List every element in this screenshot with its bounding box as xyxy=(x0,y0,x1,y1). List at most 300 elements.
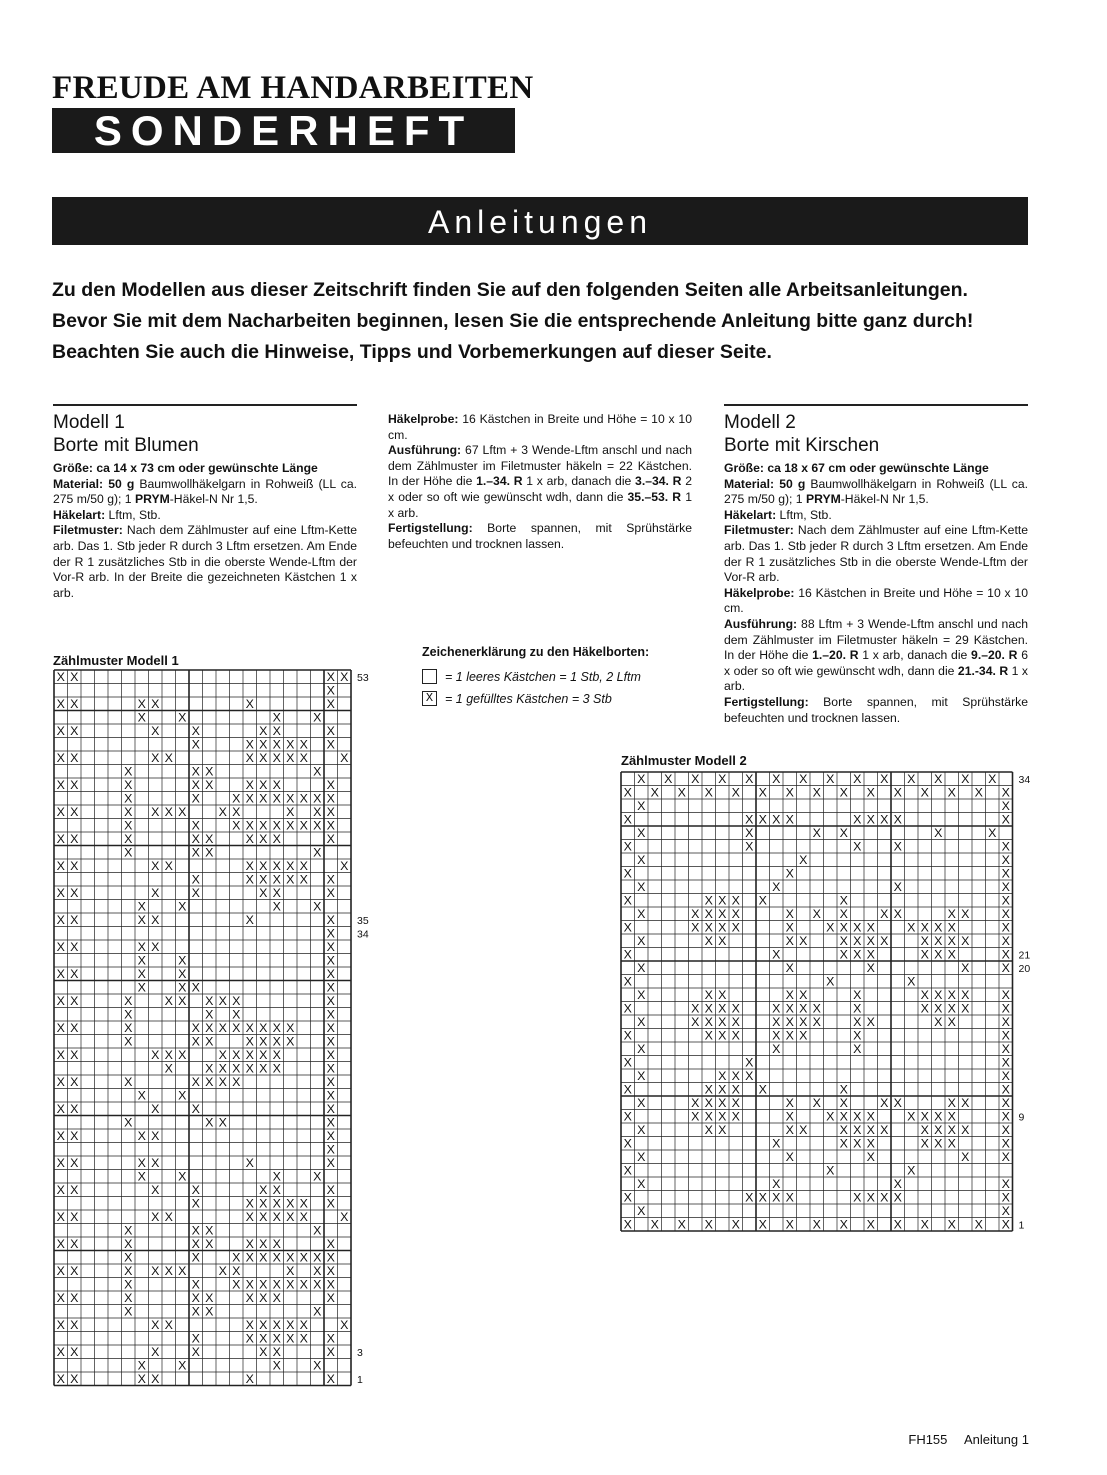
filled-cell-mark: X xyxy=(299,818,308,833)
filled-cell-mark: X xyxy=(191,791,200,806)
filled-cell-mark: X xyxy=(272,1236,281,1251)
filled-cell-mark: X xyxy=(232,1263,241,1278)
filled-cell-mark: X xyxy=(758,1217,767,1232)
model1-ausf-label: Ausführung: xyxy=(388,443,462,458)
filled-cell-mark: X xyxy=(245,872,254,887)
filled-cell-mark: X xyxy=(934,825,943,840)
filled-cell-mark: X xyxy=(853,1122,862,1137)
filled-cell-mark: X xyxy=(272,1250,281,1265)
filled-cell-mark: X xyxy=(947,987,956,1002)
filled-cell-mark: X xyxy=(259,1277,268,1292)
filled-cell-mark: X xyxy=(718,1109,727,1124)
filled-cell-mark: X xyxy=(272,1047,281,1062)
filled-cell-mark: X xyxy=(718,920,727,935)
filled-cell-mark: X xyxy=(326,1182,335,1197)
filled-cell-mark: X xyxy=(299,1196,308,1211)
model2-haekelart-text: Lftm, Stb. xyxy=(776,507,832,522)
filled-cell-mark: X xyxy=(853,1136,862,1151)
model1-filet-text: Nach dem Zählmuster auf eine Lftm-Kette arb. Das 1. Stb jeder R durch 3 Lftm ersetzen. Am Ende der R 1 zusätzliches Stb in die oberste Wende-Lftm der Vor-R arb. In der Breite die gezeichneten Kästchen 1 x arb. xyxy=(53,523,357,600)
filled-cell-mark: X xyxy=(191,845,200,860)
filled-cell-mark: X xyxy=(934,947,943,962)
filled-cell-mark: X xyxy=(1001,1122,1010,1137)
filled-cell-mark: X xyxy=(286,1263,295,1278)
filled-cell-mark: X xyxy=(70,777,79,792)
filled-cell-mark: X xyxy=(664,771,673,786)
filled-cell-mark: X xyxy=(691,1095,700,1110)
filled-cell-mark: X xyxy=(137,1371,146,1386)
row-number-label: 9 xyxy=(1018,1111,1025,1124)
filled-cell-mark: X xyxy=(151,723,160,738)
filled-cell-mark: X xyxy=(893,1176,902,1191)
filled-cell-mark: X xyxy=(164,750,173,765)
filled-cell-mark: X xyxy=(178,1088,187,1103)
model2-name: Borte mit Kirschen xyxy=(724,435,880,456)
filled-cell-mark: X xyxy=(785,987,794,1002)
filled-cell-mark: X xyxy=(812,825,821,840)
filled-cell-mark: X xyxy=(1001,1190,1010,1205)
filled-cell-mark: X xyxy=(205,1236,214,1251)
filled-cell-mark: X xyxy=(151,939,160,954)
filled-cell-mark: X xyxy=(326,1331,335,1346)
filled-cell-mark: X xyxy=(259,818,268,833)
filled-square-icon: X xyxy=(422,691,437,706)
filled-cell-mark: X xyxy=(1001,1001,1010,1016)
intro-line: Bevor Sie mit dem Nacharbeiten beginnen, lesen Sie die entsprechende Anleitung bitte ganz durch! xyxy=(52,310,974,332)
filled-cell-mark: X xyxy=(1001,1203,1010,1218)
filled-cell-mark: X xyxy=(623,866,632,881)
filled-cell-mark: X xyxy=(137,953,146,968)
model2-instructions xyxy=(724,461,1028,726)
filled-cell-mark: X xyxy=(1001,1082,1010,1097)
filled-cell-mark: X xyxy=(866,1149,875,1164)
filled-cell-mark: X xyxy=(56,831,65,846)
filled-cell-mark: X xyxy=(745,825,754,840)
filled-cell-mark: X xyxy=(1001,1136,1010,1151)
filled-cell-mark: X xyxy=(839,1136,848,1151)
filled-cell-mark: X xyxy=(961,933,970,948)
row-number-label: 35 xyxy=(357,914,369,927)
filled-cell-mark: X xyxy=(245,1250,254,1265)
filled-cell-mark: X xyxy=(920,933,929,948)
filled-cell-mark: X xyxy=(313,1358,322,1373)
filled-cell-mark: X xyxy=(232,993,241,1008)
filled-cell-mark: X xyxy=(56,1182,65,1197)
filled-cell-mark: X xyxy=(880,906,889,921)
filled-cell-mark: X xyxy=(259,1020,268,1035)
filled-cell-mark: X xyxy=(704,1122,713,1137)
filled-cell-mark: X xyxy=(272,1061,281,1076)
filled-cell-mark: X xyxy=(1001,987,1010,1002)
filled-cell-mark: X xyxy=(907,771,916,786)
filled-cell-mark: X xyxy=(947,785,956,800)
filled-cell-mark: X xyxy=(205,1304,214,1319)
filled-cell-mark: X xyxy=(839,1122,848,1137)
filled-cell-mark: X xyxy=(326,1047,335,1062)
filled-cell-mark: X xyxy=(259,1290,268,1305)
filled-cell-mark: X xyxy=(947,1136,956,1151)
filled-cell-mark: X xyxy=(785,1001,794,1016)
filled-cell-mark: X xyxy=(947,1122,956,1137)
filled-cell-mark: X xyxy=(232,1250,241,1265)
filled-cell-mark: X xyxy=(56,1047,65,1062)
filled-cell-mark: X xyxy=(920,1001,929,1016)
filled-cell-mark: X xyxy=(772,1190,781,1205)
filled-cell-mark: X xyxy=(326,1155,335,1170)
model1-ausf-text: 2 x oder so oft wie gewünscht wdh, dann die xyxy=(388,474,692,504)
filled-cell-mark: X xyxy=(731,1014,740,1029)
model1-ausf-rows: 35.–53. R xyxy=(627,489,682,504)
filled-cell-mark: X xyxy=(137,912,146,927)
filled-cell-mark: X xyxy=(245,1331,254,1346)
filled-cell-mark: X xyxy=(934,1122,943,1137)
model1-instructions xyxy=(53,461,357,601)
filled-cell-mark: X xyxy=(326,1277,335,1292)
filled-cell-mark: X xyxy=(866,812,875,827)
filled-cell-mark: X xyxy=(731,1028,740,1043)
model1-rule xyxy=(53,404,357,406)
chart2-title: Zählmuster Modell 2 xyxy=(621,753,747,768)
filled-cell-mark: X xyxy=(259,885,268,900)
filled-cell-mark: X xyxy=(853,1001,862,1016)
filled-cell-mark: X xyxy=(245,1196,254,1211)
filled-cell-mark: X xyxy=(934,1136,943,1151)
filled-cell-mark: X xyxy=(326,1020,335,1035)
filled-cell-mark: X xyxy=(812,1001,821,1016)
filled-cell-mark: X xyxy=(70,1182,79,1197)
filled-cell-mark: X xyxy=(151,1317,160,1332)
row-number-label: 1 xyxy=(357,1373,363,1386)
filled-cell-mark: X xyxy=(326,831,335,846)
model2-filet-text: Nach dem Zählmuster auf eine Lftm-Kette arb. Das 1. Stb jeder R durch 3 Lftm ersetzen. Am Ende der R 1 zusätzliches Stb in die oberste Wende-Lftm der Vor-R arb. xyxy=(724,523,1028,585)
filled-cell-mark: X xyxy=(205,1223,214,1238)
filled-cell-mark: X xyxy=(907,920,916,935)
filled-cell-mark: X xyxy=(637,1014,646,1029)
filled-cell-mark: X xyxy=(853,1041,862,1056)
filled-cell-mark: X xyxy=(164,993,173,1008)
filled-cell-mark: X xyxy=(151,1128,160,1143)
filled-cell-mark: X xyxy=(731,906,740,921)
filled-cell-mark: X xyxy=(650,785,659,800)
filled-cell-mark: X xyxy=(218,1115,227,1130)
filled-cell-mark: X xyxy=(839,825,848,840)
filled-cell-mark: X xyxy=(947,1109,956,1124)
model2-ausf-rows: 21.-34. R xyxy=(957,663,1009,678)
filled-cell-mark: X xyxy=(245,1209,254,1224)
filled-cell-mark: X xyxy=(70,1344,79,1359)
filled-cell-mark: X xyxy=(286,1277,295,1292)
filled-cell-mark: X xyxy=(934,920,943,935)
filled-cell-mark: X xyxy=(853,920,862,935)
filled-cell-mark: X xyxy=(853,1014,862,1029)
filled-cell-mark: X xyxy=(772,1041,781,1056)
filled-cell-mark: X xyxy=(785,1109,794,1124)
filled-cell-mark: X xyxy=(893,839,902,854)
filled-cell-mark: X xyxy=(934,933,943,948)
filled-cell-mark: X xyxy=(56,912,65,927)
filled-cell-mark: X xyxy=(1001,839,1010,854)
filled-cell-mark: X xyxy=(232,791,241,806)
filled-cell-mark: X xyxy=(326,804,335,819)
filled-cell-mark: X xyxy=(880,933,889,948)
model2-material-label: Material: 50 g xyxy=(724,476,806,491)
filled-cell-mark: X xyxy=(259,831,268,846)
filled-cell-mark: X xyxy=(839,785,848,800)
model2-prym: PRYM xyxy=(805,492,841,507)
filled-cell-mark: X xyxy=(1001,866,1010,881)
filled-cell-mark: X xyxy=(178,1169,187,1184)
filled-cell-mark: X xyxy=(191,1250,200,1265)
row-number-label: 21 xyxy=(1018,949,1031,962)
filled-cell-mark: X xyxy=(124,1263,133,1278)
filled-cell-mark: X xyxy=(259,1061,268,1076)
filled-cell-mark: X xyxy=(758,785,767,800)
filled-cell-mark: X xyxy=(326,1263,335,1278)
filled-cell-mark: X xyxy=(704,1109,713,1124)
filled-cell-mark: X xyxy=(893,785,902,800)
filled-cell-mark: X xyxy=(124,831,133,846)
model2-ausf-rows: 1.–20. R xyxy=(812,648,859,663)
filled-cell-mark: X xyxy=(245,1020,254,1035)
filled-cell-mark: X xyxy=(232,818,241,833)
filled-cell-mark: X xyxy=(772,1136,781,1151)
filled-cell-mark: X xyxy=(191,872,200,887)
filled-cell-mark: X xyxy=(785,1149,794,1164)
filled-cell-mark: X xyxy=(934,987,943,1002)
filled-cell-mark: X xyxy=(1001,1041,1010,1056)
filled-cell-mark: X xyxy=(124,777,133,792)
filled-cell-mark: X xyxy=(866,1109,875,1124)
filled-cell-mark: X xyxy=(245,912,254,927)
filled-cell-mark: X xyxy=(326,1115,335,1130)
intro-line: Zu den Modellen aus dieser Zeitschrift finden Sie auf den folgenden Seiten alle Arbeitsanleitungen. xyxy=(52,279,968,301)
filled-cell-mark: X xyxy=(326,939,335,954)
filled-cell-mark: X xyxy=(245,1290,254,1305)
filled-cell-mark: X xyxy=(272,777,281,792)
filled-cell-mark: X xyxy=(326,1344,335,1359)
filled-cell-mark: X xyxy=(326,872,335,887)
filled-cell-mark: X xyxy=(718,1095,727,1110)
filled-cell-mark: X xyxy=(178,1263,187,1278)
filled-cell-mark: X xyxy=(326,818,335,833)
filled-cell-mark: X xyxy=(637,906,646,921)
filled-cell-mark: X xyxy=(56,885,65,900)
filled-cell-mark: X xyxy=(691,1001,700,1016)
filled-cell-mark: X xyxy=(623,1028,632,1043)
filled-cell-mark: X xyxy=(70,696,79,711)
filled-cell-mark: X xyxy=(245,1236,254,1251)
filled-cell-mark: X xyxy=(286,1250,295,1265)
filled-cell-mark: X xyxy=(772,1014,781,1029)
filled-cell-mark: X xyxy=(259,858,268,873)
filled-cell-mark: X xyxy=(272,791,281,806)
filled-cell-mark: X xyxy=(218,1061,227,1076)
filled-cell-mark: X xyxy=(920,1217,929,1232)
filled-cell-mark: X xyxy=(272,1290,281,1305)
filled-cell-mark: X xyxy=(326,669,335,684)
filled-cell-mark: X xyxy=(56,804,65,819)
filled-cell-mark: X xyxy=(893,1095,902,1110)
filled-cell-mark: X xyxy=(326,912,335,927)
filled-cell-mark: X xyxy=(826,974,835,989)
filled-cell-mark: X xyxy=(70,1371,79,1386)
filled-cell-mark: X xyxy=(758,812,767,827)
filled-cell-mark: X xyxy=(880,1190,889,1205)
filled-cell-mark: X xyxy=(826,1163,835,1178)
filled-cell-mark: X xyxy=(299,1250,308,1265)
filled-cell-mark: X xyxy=(313,804,322,819)
filled-cell-mark: X xyxy=(70,804,79,819)
filled-cell-mark: X xyxy=(623,785,632,800)
filled-cell-mark: X xyxy=(758,893,767,908)
filled-cell-mark: X xyxy=(313,1223,322,1238)
filled-cell-mark: X xyxy=(272,1344,281,1359)
footer-page: Anleitung 1 xyxy=(963,1432,1029,1447)
filled-cell-mark: X xyxy=(691,1014,700,1029)
filled-cell-mark: X xyxy=(56,1074,65,1089)
filled-cell-mark: X xyxy=(259,1209,268,1224)
filled-cell-mark: X xyxy=(853,1109,862,1124)
filled-cell-mark: X xyxy=(1001,812,1010,827)
filled-cell-mark: X xyxy=(785,1190,794,1205)
filled-cell-mark: X xyxy=(731,1109,740,1124)
filled-cell-mark: X xyxy=(866,960,875,975)
filled-cell-mark: X xyxy=(799,987,808,1002)
filled-cell-mark: X xyxy=(623,947,632,962)
filled-cell-mark: X xyxy=(151,804,160,819)
filled-cell-mark: X xyxy=(961,1001,970,1016)
filled-cell-mark: X xyxy=(799,1001,808,1016)
filled-cell-mark: X xyxy=(124,818,133,833)
filled-cell-mark: X xyxy=(286,1331,295,1346)
filled-cell-mark: X xyxy=(961,960,970,975)
filled-cell-mark: X xyxy=(623,839,632,854)
filled-cell-mark: X xyxy=(191,1034,200,1049)
filled-cell-mark: X xyxy=(839,1082,848,1097)
filled-cell-mark: X xyxy=(124,804,133,819)
filled-cell-mark: X xyxy=(137,1358,146,1373)
filled-cell-mark: X xyxy=(205,993,214,1008)
filled-cell-mark: X xyxy=(785,920,794,935)
filled-cell-mark: X xyxy=(272,1358,281,1373)
filled-cell-mark: X xyxy=(232,1277,241,1292)
filled-cell-mark: X xyxy=(137,899,146,914)
filled-cell-mark: X xyxy=(866,1014,875,1029)
filled-cell-mark: X xyxy=(704,1217,713,1232)
filled-cell-mark: X xyxy=(218,1074,227,1089)
filled-cell-mark: X xyxy=(245,1277,254,1292)
filled-cell-mark: X xyxy=(178,993,187,1008)
filled-cell-mark: X xyxy=(191,980,200,995)
filled-cell-mark: X xyxy=(340,858,349,873)
filled-cell-mark: X xyxy=(205,764,214,779)
filled-cell-mark: X xyxy=(637,987,646,1002)
filled-cell-mark: X xyxy=(56,1020,65,1035)
page-footer xyxy=(908,1432,1029,1447)
filled-cell-mark: X xyxy=(326,777,335,792)
filled-cell-mark: X xyxy=(637,1068,646,1083)
model2-section xyxy=(724,404,1028,726)
filled-cell-mark: X xyxy=(799,771,808,786)
filled-cell-mark: X xyxy=(947,933,956,948)
filled-cell-mark: X xyxy=(151,1101,160,1116)
filled-cell-mark: X xyxy=(286,1034,295,1049)
filled-cell-mark: X xyxy=(961,771,970,786)
filled-cell-mark: X xyxy=(124,1236,133,1251)
filled-cell-mark: X xyxy=(151,912,160,927)
filled-cell-mark: X xyxy=(623,1163,632,1178)
filled-cell-mark: X xyxy=(232,804,241,819)
filled-cell-mark: X xyxy=(947,920,956,935)
filled-cell-mark: X xyxy=(326,683,335,698)
filled-cell-mark: X xyxy=(205,1061,214,1076)
filled-cell-mark: X xyxy=(124,1034,133,1049)
filled-cell-mark: X xyxy=(326,1128,335,1143)
filled-cell-mark: X xyxy=(56,966,65,981)
filled-cell-mark: X xyxy=(299,1277,308,1292)
model2-rule xyxy=(724,404,1028,406)
model1-instructions-cont xyxy=(388,412,692,552)
model1-fertig-label: Fertigstellung: xyxy=(388,521,473,536)
section-title: Anleitungen xyxy=(52,197,1028,245)
filled-cell-mark: X xyxy=(704,933,713,948)
filled-cell-mark: X xyxy=(286,804,295,819)
filled-cell-mark: X xyxy=(272,710,281,725)
filled-cell-mark: X xyxy=(934,1109,943,1124)
filled-cell-mark: X xyxy=(812,785,821,800)
filled-cell-mark: X xyxy=(772,812,781,827)
filled-cell-mark: X xyxy=(637,1176,646,1191)
filled-cell-mark: X xyxy=(137,939,146,954)
filled-cell-mark: X xyxy=(772,1176,781,1191)
filled-cell-mark: X xyxy=(326,885,335,900)
filled-cell-mark: X xyxy=(232,1074,241,1089)
filled-cell-mark: X xyxy=(812,906,821,921)
filled-cell-mark: X xyxy=(137,696,146,711)
filled-cell-mark: X xyxy=(907,1163,916,1178)
filled-cell-mark: X xyxy=(920,1136,929,1151)
filled-cell-mark: X xyxy=(326,980,335,995)
filled-cell-mark: X xyxy=(272,1209,281,1224)
filled-cell-mark: X xyxy=(124,1115,133,1130)
filled-cell-mark: X xyxy=(70,912,79,927)
filled-cell-mark: X xyxy=(272,872,281,887)
intro-line: Beachten Sie auch die Hinweise, Tipps und Vorbemerkungen auf dieser Seite. xyxy=(52,341,772,363)
filled-cell-mark: X xyxy=(232,1047,241,1062)
filled-cell-mark: X xyxy=(650,1217,659,1232)
filled-cell-mark: X xyxy=(1001,1095,1010,1110)
filled-cell-mark: X xyxy=(866,1217,875,1232)
filled-cell-mark: X xyxy=(56,1263,65,1278)
filled-cell-mark: X xyxy=(191,1290,200,1305)
filled-cell-mark: X xyxy=(137,710,146,725)
filled-cell-mark: X xyxy=(272,1317,281,1332)
filled-cell-mark: X xyxy=(745,839,754,854)
filled-cell-mark: X xyxy=(70,723,79,738)
filled-cell-mark: X xyxy=(637,1122,646,1137)
filled-cell-mark: X xyxy=(839,1095,848,1110)
filled-cell-mark: X xyxy=(299,858,308,873)
filled-cell-mark: X xyxy=(56,750,65,765)
filled-cell-mark: X xyxy=(218,804,227,819)
filled-cell-mark: X xyxy=(866,1122,875,1137)
filled-cell-mark: X xyxy=(205,1074,214,1089)
filled-cell-mark: X xyxy=(245,1061,254,1076)
filled-cell-mark: X xyxy=(56,858,65,873)
filled-cell-mark: X xyxy=(259,1331,268,1346)
filled-cell-mark: X xyxy=(799,1014,808,1029)
filled-cell-mark: X xyxy=(799,852,808,867)
filled-cell-mark: X xyxy=(245,750,254,765)
